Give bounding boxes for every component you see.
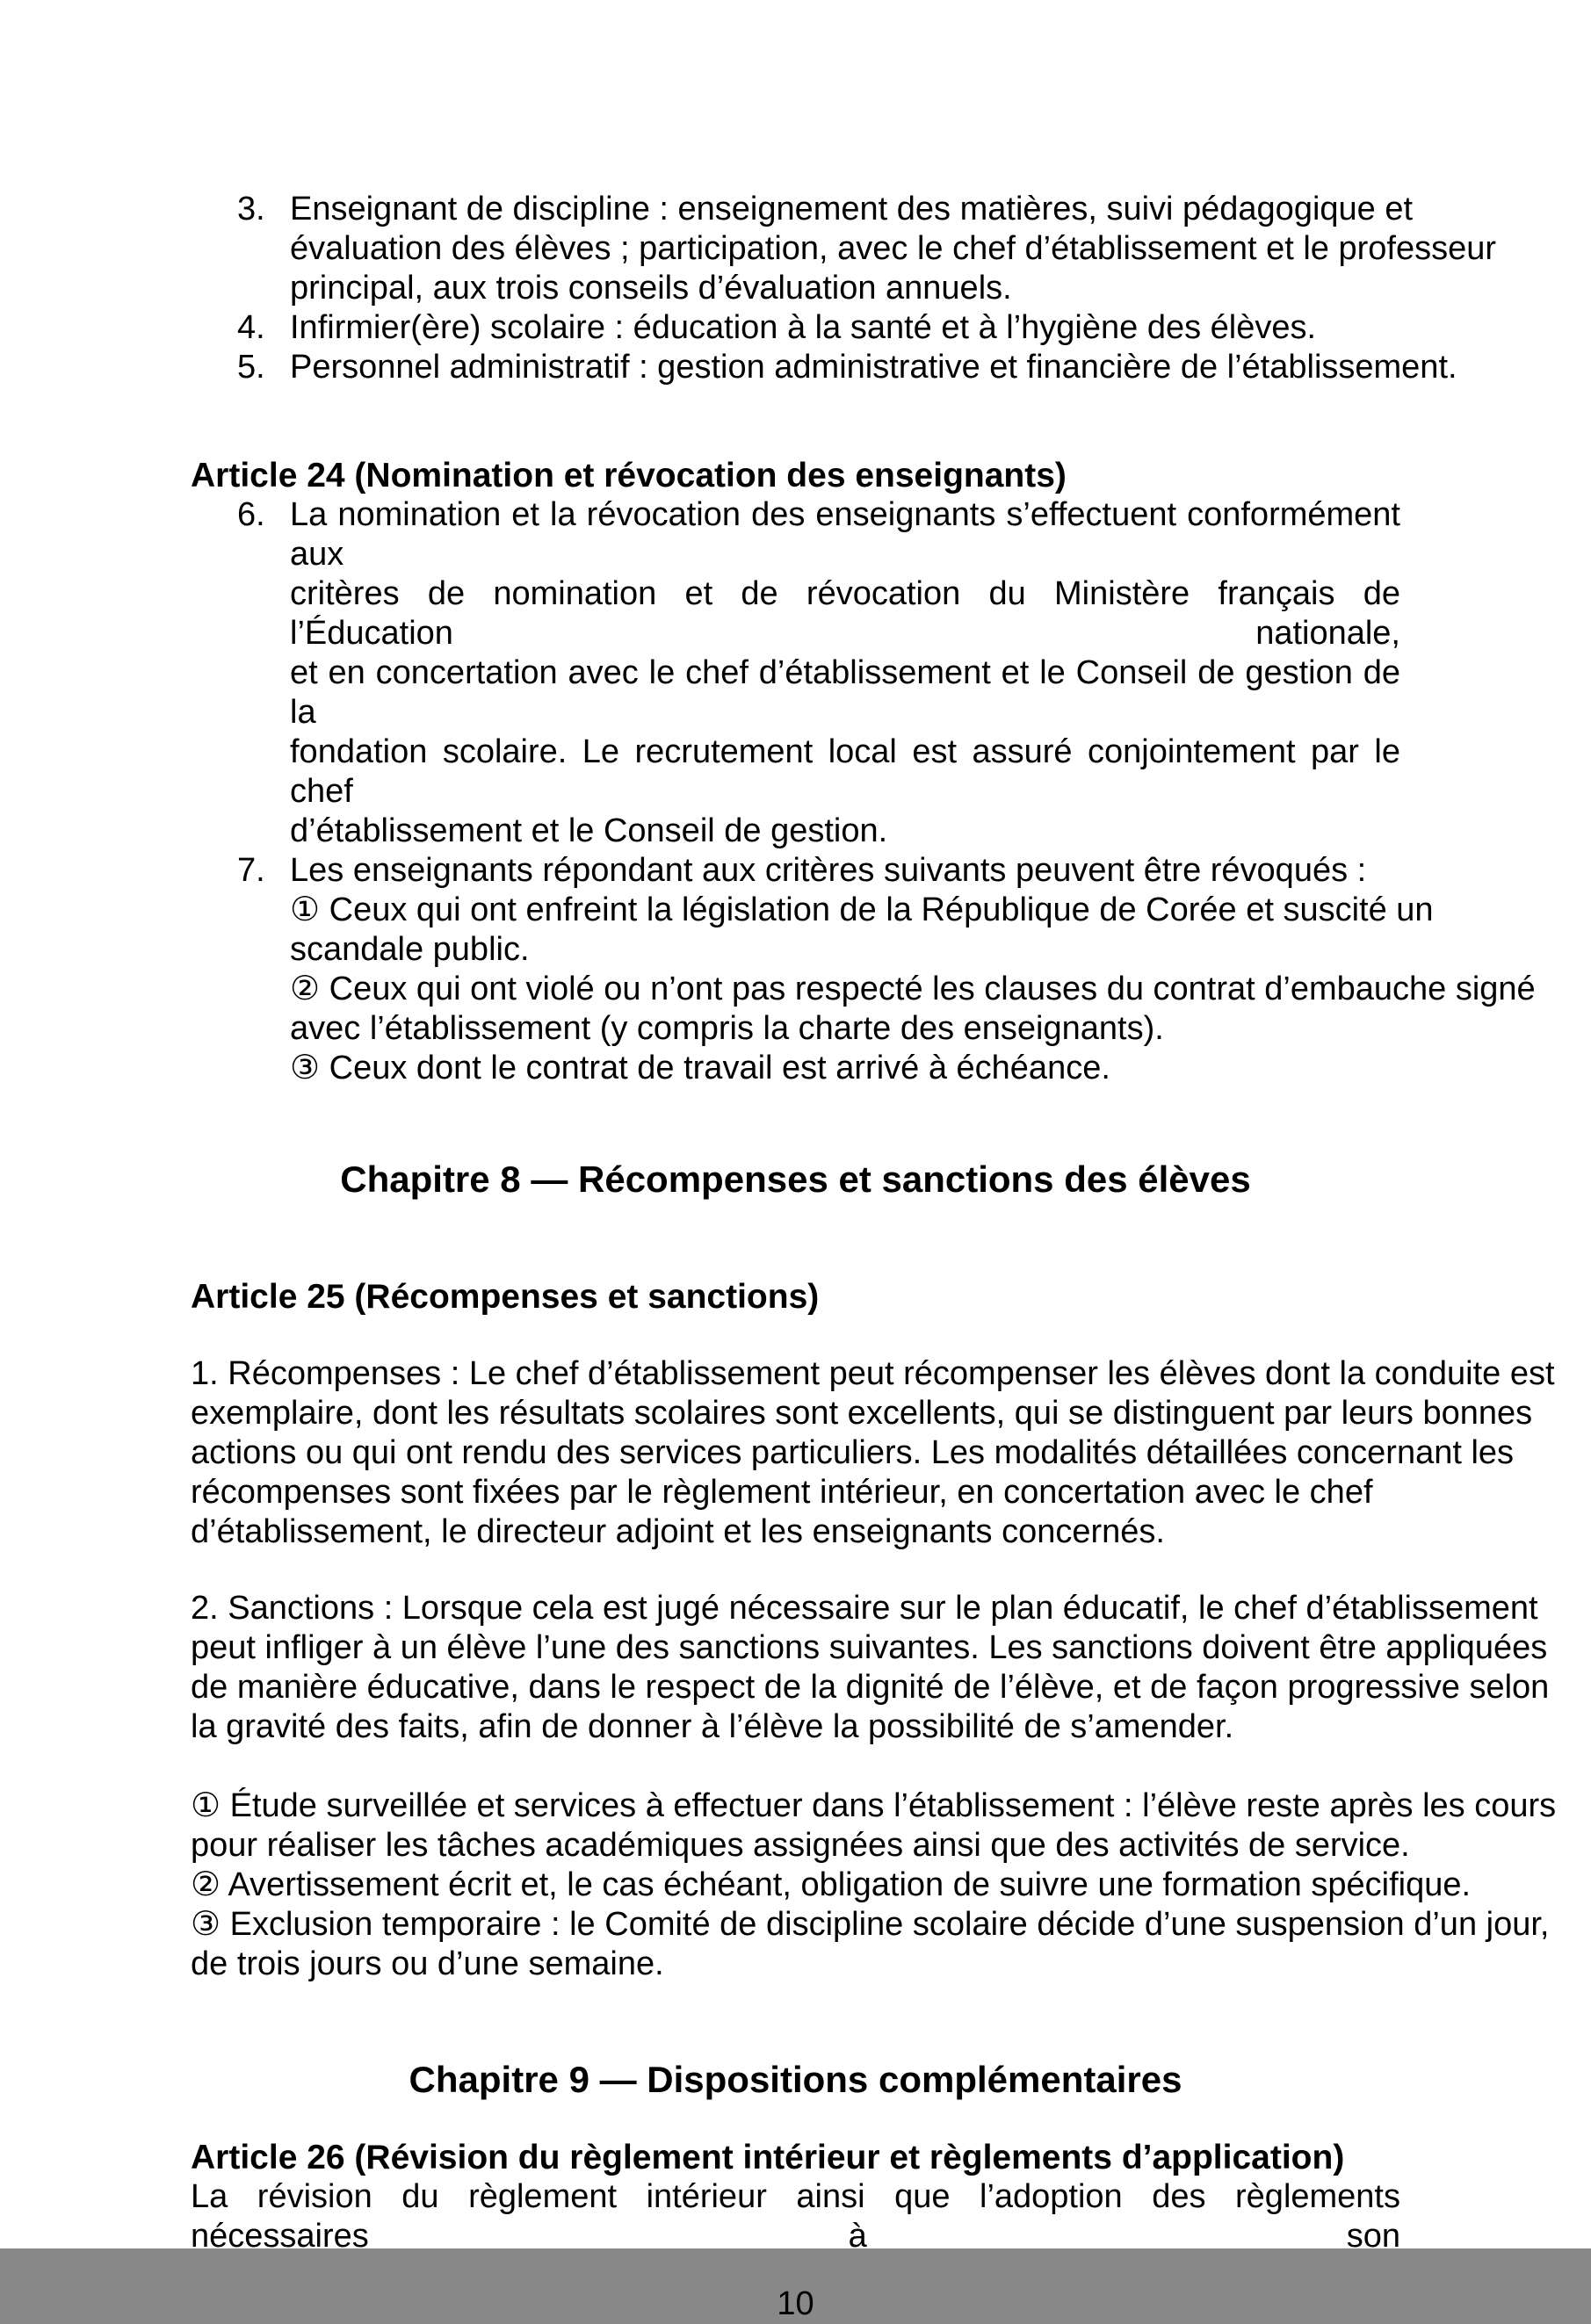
- item-text: [290, 308, 1400, 348]
- text-line: La révision du règlement intérieur ainsi que l’adoption des règlements nécessaires à son: [191, 2178, 1400, 2255]
- list-item-4: [191, 308, 1400, 348]
- article-25-heading: Article 25 (Récompenses et sanctions): [191, 1278, 820, 1316]
- rewards-paragraph: [191, 1354, 1555, 1552]
- text-line: scandale public.: [290, 931, 530, 968]
- text-line: récompenses sont fixées par le règlement intérieur, en concertation avec le chef: [191, 1474, 1373, 1511]
- item-text: [290, 348, 1457, 387]
- item-number: 3.: [237, 191, 265, 227]
- text-line: 2. Sanctions : Lorsque cela est jugé nécessaire sur le plan éducatif, le chef d’établissement: [191, 1590, 1538, 1627]
- list-item-3: [191, 190, 1497, 308]
- item-text: [290, 851, 1536, 1088]
- text-line: évaluation des élèves ; participation, avec le chef d’établissement et le professeur: [290, 230, 1497, 267]
- text-line: ② Ceux qui ont violé ou n’ont pas respecté les clauses du contrat d’embauche signé: [290, 971, 1536, 1007]
- text-line: Infirmier(ère) scolaire : éducation à la santé et à l’hygiène des élèves.: [290, 309, 1317, 346]
- text-line: fondation scolaire. Le recrutement local est assuré conjointement par le chef: [290, 733, 1400, 810]
- sanctions-paragraph: [191, 1589, 1550, 1747]
- text-line: La nomination et la révocation des enseignants s’effectuent conformément aux: [290, 496, 1400, 573]
- item-text: [290, 495, 1400, 851]
- text-line: 1. Récompenses : Le chef d’établissement peut récompenser les élèves dont la conduite est: [191, 1355, 1555, 1392]
- text-line: critères de nomination et de révocation du Ministère français de l’Éducation nationale,: [290, 575, 1400, 652]
- text-line: exemplaire, dont les résultats scolaires sont excellents, qui se distinguent par leurs bonnes: [191, 1395, 1533, 1432]
- list-item-7: [191, 851, 1536, 1088]
- text-line: avec l’établissement (y compris la charte des enseignants).: [290, 1010, 1164, 1047]
- text-line: pour réaliser les tâches académiques assignées ainsi que des activités de service.: [191, 1827, 1410, 1864]
- text-line: actions ou qui ont rendu des services particuliers. Les modalités détaillées concernant les: [191, 1434, 1515, 1471]
- text-line: ③ Exclusion temporaire : le Comité de discipline scolaire décide d’une suspension d’un jour,: [191, 1906, 1550, 1943]
- text-line: la gravité des faits, afin de donner à l’élève la possibilité de s’amender.: [191, 1708, 1234, 1745]
- article-24-list: [191, 495, 1536, 1088]
- text-line: d’établissement et le Conseil de gestion.: [290, 812, 888, 849]
- chapter-9-heading: Chapitre 9 — Dispositions complémentaires: [409, 2059, 1182, 2100]
- item-text: [290, 190, 1497, 308]
- list-item-6: [191, 495, 1400, 851]
- staff-duties-list: [191, 190, 1497, 387]
- text-line: ③ Ceux dont le contrat de travail est arrivé à échéance.: [290, 1050, 1110, 1086]
- item-number: 6.: [237, 496, 265, 533]
- item-number: 7.: [237, 852, 265, 889]
- chapter-8-heading: Chapitre 8 — Récompenses et sanctions des élèves: [340, 1158, 1251, 1200]
- list-item-5: [191, 348, 1457, 387]
- text-line: de manière éducative, dans le respect de la dignité de l’élève, et de façon progressive selon: [191, 1669, 1550, 1706]
- text-line: Enseignant de discipline : enseignement des matières, suivi pédagogique et: [290, 191, 1414, 227]
- text-line: d’établissement, le directeur adjoint et les enseignants concernés.: [191, 1513, 1165, 1550]
- text-line: de trois jours ou d’une semaine.: [191, 1945, 664, 1982]
- article-26-body: [191, 2177, 1400, 2256]
- text-line: et en concertation avec le chef d’établissement et le Conseil de gestion de la: [290, 654, 1400, 731]
- page-number: 10: [777, 2285, 814, 2322]
- text-line: ① Ceux qui ont enfreint la législation de la République de Corée et suscité un: [290, 891, 1434, 928]
- text-line: Les enseignants répondant aux critères suivants peuvent être révoqués :: [290, 852, 1367, 889]
- sanction-measures-list: [191, 1786, 1557, 1984]
- text-line: peut infliger à un élève l’une des sanctions suivantes. Les sanctions doivent être appliquées: [191, 1629, 1548, 1666]
- article-26-heading: Article 26 (Révision du règlement intérieur et règlements d’application): [191, 2139, 1345, 2176]
- article-24-heading: Article 24 (Nomination et révocation des enseignants): [191, 457, 1067, 494]
- text-line: Personnel administratif : gestion administrative et financière de l’établissement.: [290, 349, 1457, 386]
- text-line: principal, aux trois conseils d’évaluation annuels.: [290, 270, 1012, 307]
- item-number: 4.: [237, 309, 265, 346]
- text-line: ① Étude surveillée et services à effectuer dans l’établissement : l’élève reste après les cours: [191, 1787, 1557, 1824]
- item-number: 5.: [237, 349, 265, 386]
- text-line: ② Avertissement écrit et, le cas échéant, obligation de suivre une formation spécifique.: [191, 1866, 1472, 1903]
